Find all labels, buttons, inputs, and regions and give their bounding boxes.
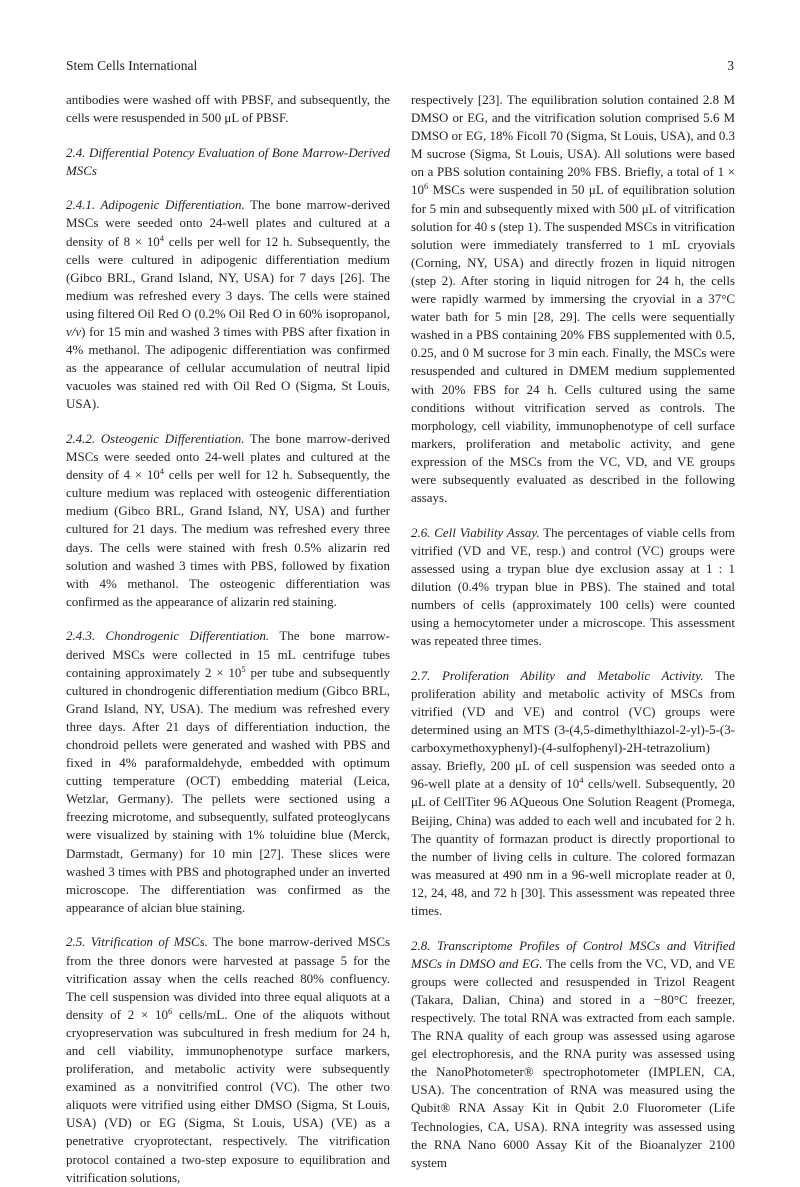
superscript: 4 bbox=[159, 466, 165, 477]
section-2-4-1-paragraph bbox=[66, 196, 390, 413]
section-2-4-3-heading: 2.4.3. Chondrogenic Differentiation. bbox=[66, 628, 270, 644]
section-2-4-1-text-a: The bone marrow-derived MSCs were seeded onto 24-well plates and cultured at a density of 8 × 10 bbox=[66, 197, 390, 249]
running-header bbox=[66, 58, 734, 76]
section-2-7-text-a: The proliferation ability and metabolic activity of MSCs from vitrified (VD and VE) and control (VC) groups were determined using an MTS (3-(4,5-dimethylthiazol-2-yl)-5-(3-carboxymethoxyphenyl)-(4-sulfophenyl)-2H-tetrazolium) assay. Briefly, 200 μL of cell suspension was seeded onto a 96-well plate at a density of 10 bbox=[411, 667, 735, 792]
section-2-6-paragraph bbox=[411, 524, 735, 651]
right-column bbox=[411, 91, 735, 1172]
section-2-6-heading: 2.6. Cell Viability Assay. bbox=[411, 524, 540, 540]
section-2-4-1-text-c: ) for 15 min and washed 3 times with PBS after fixation in 4% methanol. The adipogenic differentiation was confirmed as the appearance of cellular accumulation of neutral lipid vacuoles was stained red with Oil Red O (Sigma, St Louis, USA). bbox=[66, 324, 390, 412]
section-2-5-text-a: The bone marrow-derived MSCs from the three donors were harvested at passage 5 for the vitrification assay when the cells reached 80% confluency. The cell suspension was divided into three equal aliquots at a density of 2 × 10 bbox=[66, 934, 390, 1022]
journal-name: Stem Cells International bbox=[66, 58, 198, 73]
section-2-4-1-text-b: cells per well for 12 h. Subsequently, the cells were cultured in adipogenic differentiation medium (Gibco BRL, Grand Island, NY, USA) for 7 days [26]. The medium was refreshed every 3 days. The cells were stained using filtered Oil Red O (0.2% Oil Red O in 60% isopropanol, bbox=[66, 233, 390, 321]
section-2-4-3-paragraph bbox=[66, 627, 390, 917]
superscript: 6 bbox=[167, 1005, 173, 1016]
section-2-7-text-b: cells/well. Subsequently, 20 μL of CellTiter 96 AQueous One Solution Reagent (Promega, Beijing, China) was added to each well and incubated for 2 h. The quantity of formazan product is directly proportional to the number of living cells in culture. The colored formazan was measured at 490 nm in a 96-well microplate reader at 0, 12, 24, 48, and 72 h [30]. This assessment was repeated three times. bbox=[411, 776, 735, 919]
section-2-8-text: The cells from the VC, VD, and VE groups were collected and resuspended in Trizol Reagent (Takara, Dalian, China) and stored in a −80°C freezer, respectively. The total RNA was extracted from each sample. The RNA quality of each group was assessed using agarose gel electrophoresis, and the RNA purity was assessed using the NanoPhotometer® spectrophotometer (IMPLEN, CA, USA). The concentration of RNA was measured using the Qubit® RNA Assay Kit in Qubit 2.0 Fluorometer (Life Technologies, CA, USA). RNA integrity was assessed using the RNA Nano 6000 Assay Kit of the Bioanalyzer 2100 system bbox=[411, 955, 735, 1170]
section-2-8-paragraph bbox=[411, 937, 735, 1172]
section-2-4-2-heading: 2.4.2. Osteogenic Differentiation. bbox=[66, 431, 245, 446]
section-2-4-2-text-b: cells per well for 12 h. Subsequently, the culture medium was replaced with osteogenic differentiation medium (Gibco BRL, Grand Island, NY, USA) and further cultured for 21 days. The medium was refreshed every three days. The cells were stained with fresh 0.5% alizarin red solution and washed 3 times with PBS, followed by fixation with 4% methanol. The osteogenic differentiation was confirmed as the appearance of alizarin red staining. bbox=[66, 467, 390, 609]
section-2-4-3-text-a: The bone marrow-derived MSCs were collected in 15 mL centrifuge tubes containing approximately 2 × 10 bbox=[66, 628, 390, 680]
section-2-5-cont-text-b: MSCs were suspended in 50 μL of equilibration solution for 5 min and subsequently mixed with 500 μL of vitrification solution for 40 s (step 1). The suspended MSCs in vitrification solution were immediately transferred to 1 mL cryovials (Corning, NY, USA) and directly frozen in liquid nitrogen (step 2). After storing in liquid nitrogen for 24 h, the cells were rapidly warmed by immersing the cryovial in a 37°C water bath for 5 min [28, 29]. The cells were sequentially washed in a PBS containing 20% FBS supplemented with 0.5, 0.25, and 0 M sucrose for 3 min each. Finally, the MSCs were resuspended and cultured in DMEM medium supplemented with 20% FBS for 24 h. Cells cultured using the same conditions without vitrification served as controls. The morphology, cell viability, immunophenotype of cell surface markers, proliferation and metabolic activity, and gene expression of the MSCs from the VC, VD, and VE groups were subsequently evaluated as described in the following assays. bbox=[411, 182, 735, 506]
section-2-8-heading: 2.8. Transcriptome Profiles of Control MSCs and Vitrified MSCs in DMSO and EG. bbox=[411, 937, 735, 971]
section-2-5-heading: 2.5. Vitrification of MSCs. bbox=[66, 934, 208, 950]
page-number: 3 bbox=[727, 58, 734, 73]
vv-italic: v/v bbox=[66, 324, 82, 340]
superscript: 4 bbox=[579, 775, 584, 786]
section-2-6-text: The percentages of viable cells from vitrified (VD and VE, resp.) and control (VC) groups were assessed using a trypan blue dye exclusion assay at 1 : 1 dilution (0.4% trypan blue in PBS). The stained and total numbers of cells (approximately 100 cells) were counted using a hemocytometer under a microscope. This assessment was repeated three times. bbox=[411, 524, 735, 649]
section-2-4-title: 2.4. Differential Potency Evaluation of Bone Marrow-Derived MSCs bbox=[66, 144, 390, 178]
superscript: 4 bbox=[159, 232, 165, 243]
section-2-4-1-heading: 2.4.1. Adipogenic Differentiation. bbox=[66, 197, 245, 213]
section-2-7-paragraph bbox=[411, 667, 735, 920]
section-2-7-heading: 2.7. Proliferation Ability and Metabolic Activity. bbox=[411, 667, 704, 683]
section-2-5-paragraph bbox=[66, 933, 390, 1186]
superscript: 5 bbox=[241, 663, 246, 674]
section-2-5-cont-text-a: respectively [23]. The equilibration solution contained 2.8 M DMSO or EG, and the vitrification solution comprised 5.6 M DMSO or EG, 18% Ficoll 70 (Sigma, St Louis, USA), and 0.3 M sucrose (Sigma, St Louis, USA). All solutions were based on a PBS solution containing 20% FBS. Briefly, a total of 1 × 10 bbox=[411, 92, 735, 198]
left-column bbox=[66, 91, 390, 1187]
section-2-5-text-b: cells/mL. One of the aliquots without cryopreservation was subcultured in fresh medium for 24 h, and cell viability, immunophenotype surface markers, proliferation, and metabolic activity were subsequently examined as a nonvitrified control (VC). The other two aliquots were vitrified using either DMSO (Sigma, St Louis, USA) (VD) or EG (Sigma, St Louis, USA) (VE) as a penetrative cryoprotectant, respectively. The vitrification protocol contained a two-step exposure to equilibration and vitrification solutions, bbox=[66, 1006, 390, 1185]
section-2-4-2-paragraph bbox=[66, 430, 390, 611]
intro-tail-paragraph: antibodies were washed off with PBSF, and subsequently, the cells were resuspended in 500 μL of PBSF. bbox=[66, 92, 390, 126]
section-2-5-continued-paragraph bbox=[411, 91, 735, 507]
section-2-4-2-text-a: The bone marrow-derived MSCs were seeded onto 24-well plates and cultured at the density of 4 × 10 bbox=[66, 431, 390, 483]
superscript: 6 bbox=[423, 181, 429, 192]
section-2-4-3-text-b: per tube and subsequently cultured in chondrogenic differentiation medium (Gibco BRL, Grand Island, NY, USA). The medium was refreshed every three days. After 21 days of differentiation induction, the chondroid pellets were generated and washed with PBS and fixed in 4% paraformaldehyde, embedded with optimum cutting temperature (OCT) embedding material (Leica, Wetzlar, Germany). The pellets were sectioned using a freezing microtome, and subsequently, sulfated proteoglycans were visualized by staining with 1% toluidine blue (Merck, Darmstadt, Germany) for 10 min [27]. These slices were washed 3 times with PBS and photographed under an inverted microscope. The differentiation was confirmed as the appearance of alcian blue staining. bbox=[66, 664, 391, 915]
